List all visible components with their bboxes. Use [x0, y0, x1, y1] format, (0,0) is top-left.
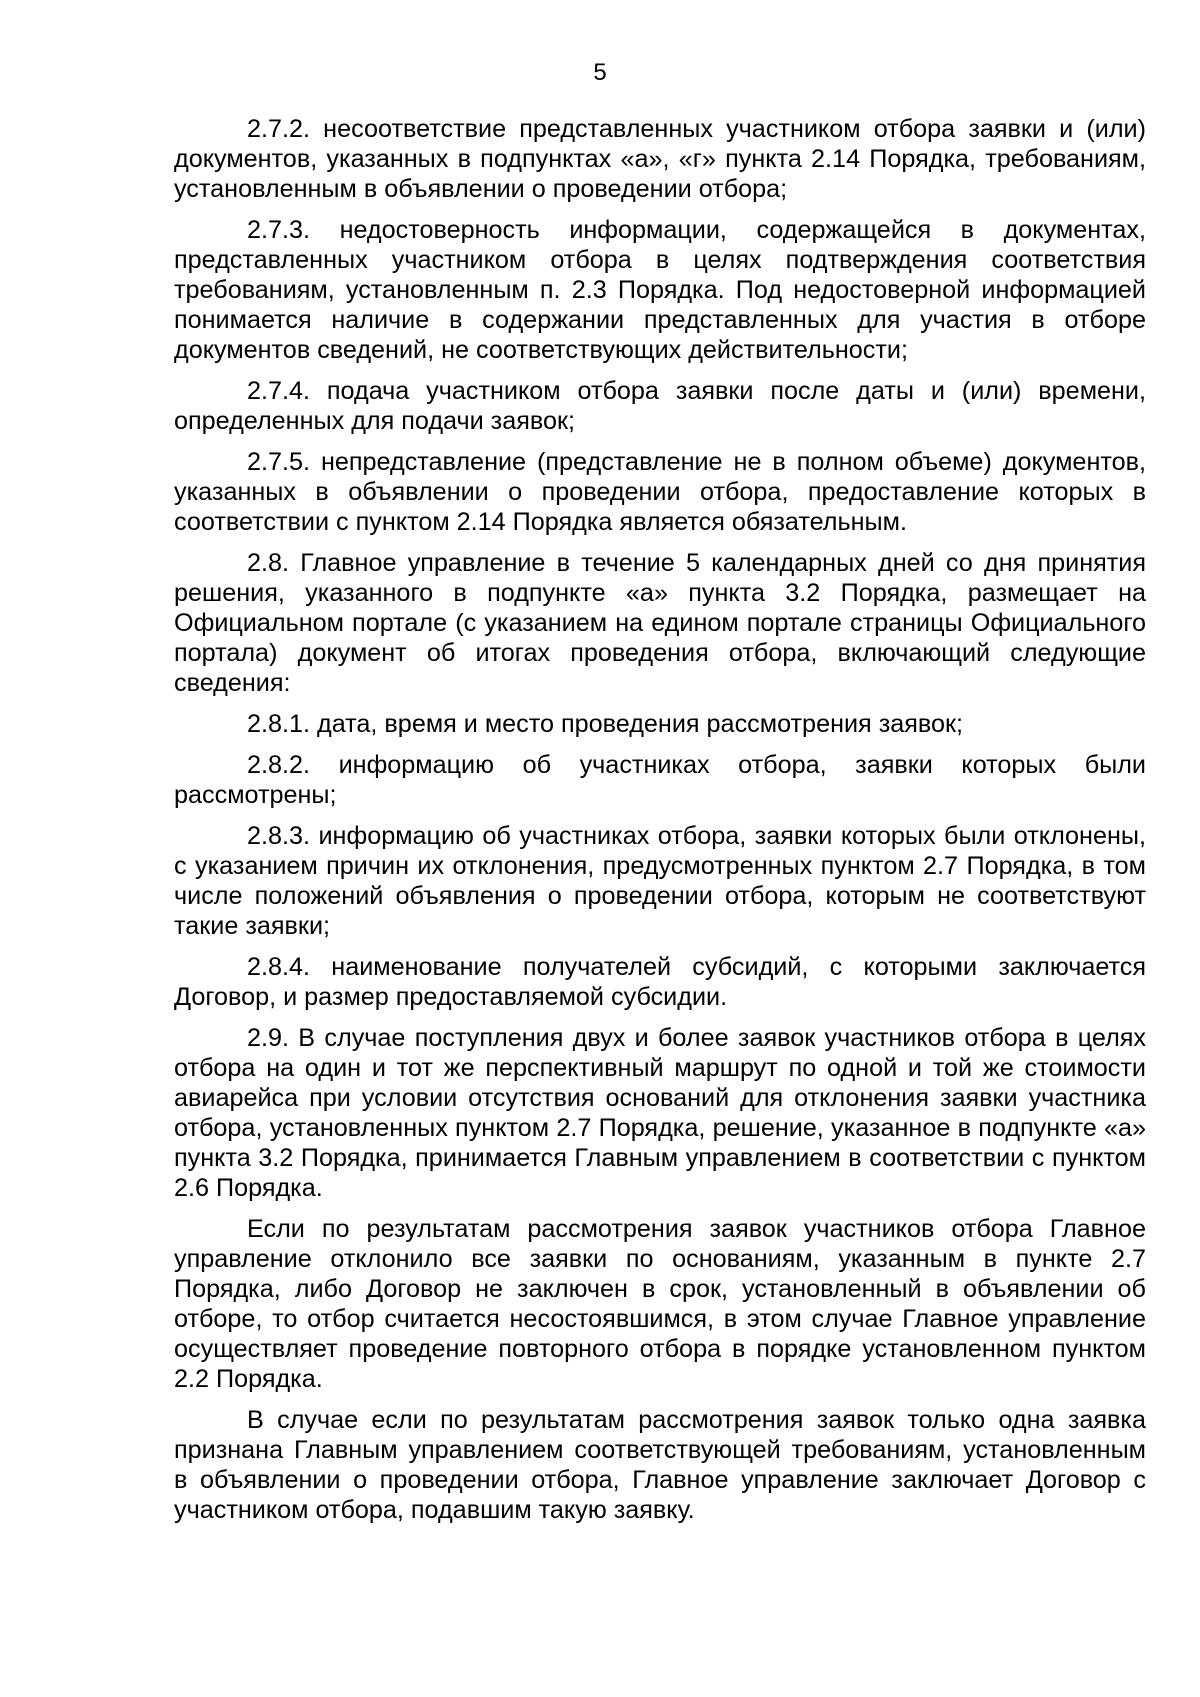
paragraph-2-7-4: 2.7.4. подача участником отбора заявки после даты и (или) времени, определенных для подачи заявок;	[174, 377, 1146, 435]
paragraph-2-7-3: 2.7.3. недостоверность информации, содержащейся в документах, представленных участником отбора в целях подтверждения соответствия требованиям, установленным п. 2.3 Порядка. Под недостоверной информацией понимается наличие в содержании представленных для участия в отборе документов сведений, не соответствующих действительности;	[174, 216, 1146, 364]
paragraph-2-8-2: 2.8.2. информацию об участниках отбора, заявки которых были рассмотрены;	[174, 751, 1146, 809]
paragraph-2-7-2: 2.7.2. несоответствие представленных участником отбора заявки и (или) документов, указанных в подпунктах «а», «г» пункта 2.14 Порядка, требованиям, установленным в объявлении о проведении отбора;	[174, 115, 1146, 203]
paragraph-2-8-4: 2.8.4. наименование получателей субсидий, с которыми заключается Договор, и размер предоставляемой субсидии.	[174, 953, 1146, 1011]
paragraph-2-8: 2.8. Главное управление в течение 5 календарных дней со дня принятия решения, указанного в подпункте «а» пункта 3.2 Порядка, размещает на Официальном портале (с указанием на едином портале страницы Официального портала) документ об итогах проведения отбора, включающий следующие сведения:	[174, 549, 1146, 697]
document-body	[174, 114, 1146, 1536]
paragraph-failed-selection: Если по результатам рассмотрения заявок участников отбора Главное управление отклонило все заявки по основаниям, указанным в пункте 2.7 Порядка, либо Договор не заключен в срок, установленный в объявлении об отборе, то отбор считается несостоявшимся, в этом случае Главное управление осуществляет проведение повторного отбора в порядке установленном пунктом 2.2 Порядка.	[174, 1215, 1146, 1393]
paragraph-2-8-1: 2.8.1. дата, время и место проведения рассмотрения заявок;	[247, 710, 964, 738]
paragraph-2-8-3: 2.8.3. информацию об участниках отбора, заявки которых были отклонены, с указанием причин их отклонения, предусмотренных пунктом 2.7 Порядка, в том числе положений объявления о проведении отбора, которым не соответствуют такие заявки;	[174, 822, 1146, 940]
paragraph-single-application: В случае если по результатам рассмотрения заявок только одна заявка признана Главным управлением соответствующей требованиям, установленным в объявлении о проведении отбора, Главное управление заключает Договор с участником отбора, подавшим такую заявку.	[174, 1406, 1146, 1524]
page-number: 5	[593, 59, 607, 86]
paragraph-2-9: 2.9. В случае поступления двух и более заявок участников отбора в целях отбора на один и тот же перспективный маршрут по одной и той же стоимости авиарейса при условии отсутствия оснований для отклонения заявки участника отбора, установленных пунктом 2.7 Порядка, решение, указанное в подпункте «а» пункта 3.2 Порядка, принимается Главным управлением в соответствии с пунктом 2.6 Порядка.	[174, 1024, 1146, 1202]
paragraph-2-7-5: 2.7.5. непредставление (представление не в полном объеме) документов, указанных в объявлении о проведении отбора, предоставление которых в соответствии с пунктом 2.14 Порядка является обязательным.	[174, 448, 1146, 536]
